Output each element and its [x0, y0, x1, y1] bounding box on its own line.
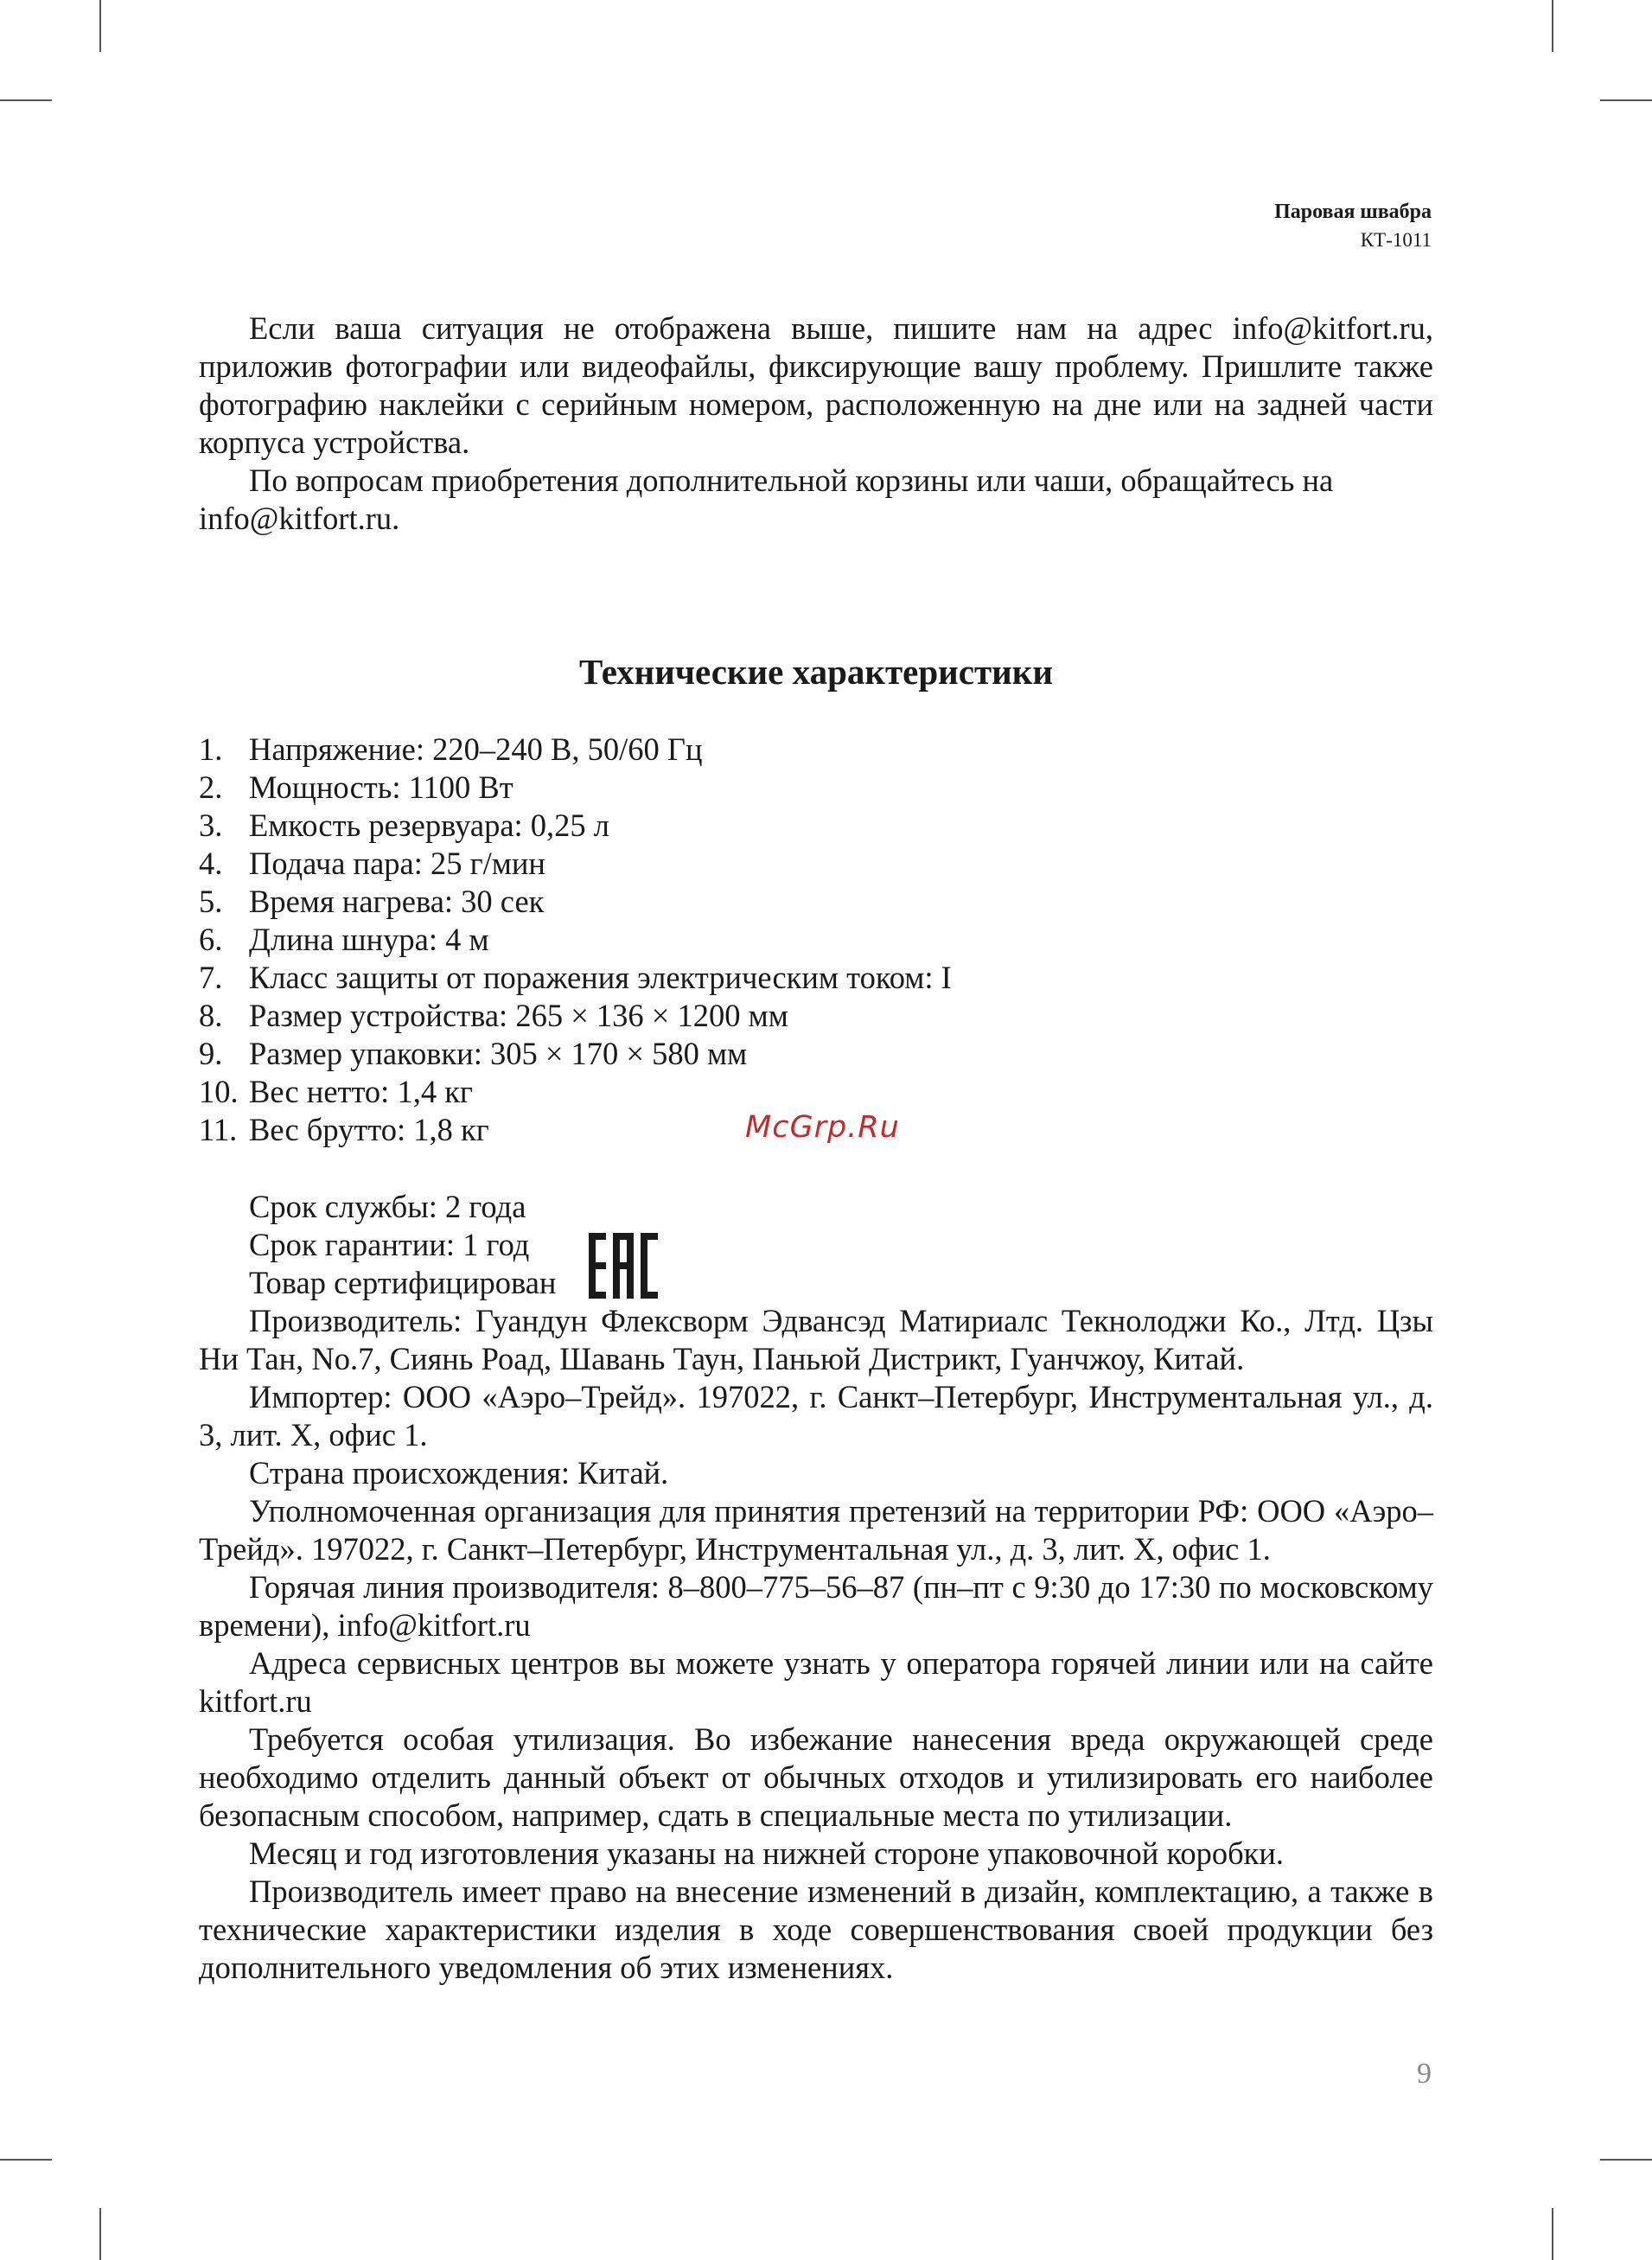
intro-section	[199, 310, 1433, 538]
spec-item	[199, 883, 1433, 921]
spec-number: 1.	[199, 731, 223, 767]
spec-item	[199, 1073, 1433, 1111]
spec-text: Напряжение: 220–240 В, 50/60 Гц	[249, 731, 703, 767]
spec-number: 10.	[199, 1074, 239, 1109]
spec-item	[199, 1035, 1433, 1073]
country-of-origin: Страна происхождения: Китай.	[249, 1455, 669, 1491]
changes-disclaimer: Производитель имеет право на внесение изменений в дизайн, комплектацию, а также в технические характеристики изделия в ходе совершенствования своей продукции без дополнительного уведомления об этих изменениях.	[199, 1874, 1433, 1985]
spec-text: Длина шнура: 4 м	[249, 922, 489, 957]
crop-mark	[99, 2208, 101, 2260]
spec-item	[199, 959, 1433, 997]
crop-mark	[1552, 2208, 1553, 2260]
page-number: 9	[1417, 2058, 1432, 2090]
importer: Импортер: ООО «Аэро–Трейд». 197022, г. Санкт–Петербург, Инструментальная ул., д. 3, лит. Х, офис 1.	[199, 1379, 1433, 1452]
spec-number: 5.	[199, 884, 223, 919]
spec-text: Мощность: 1100 Вт	[249, 769, 513, 805]
spec-item	[199, 997, 1433, 1035]
crop-mark	[0, 2159, 52, 2161]
spec-text: Класс защиты от поражения электрическим током: I	[249, 960, 952, 995]
spec-text: Время нагрева: 30 сек	[249, 884, 545, 919]
spec-number: 8.	[199, 998, 223, 1033]
service-life: Срок службы: 2 года	[249, 1189, 526, 1224]
spec-text: Подача пара: 25 г/мин	[249, 846, 545, 881]
warranty: Срок гарантии: 1 год	[249, 1227, 530, 1262]
specs-list	[199, 731, 1433, 1149]
watermark: McGrp.Ru	[745, 1110, 900, 1145]
certification-line	[199, 1264, 1433, 1302]
details-section	[199, 1188, 1433, 1987]
spec-text: Вес нетто: 1,4 кг	[249, 1074, 473, 1109]
manufacture-date-note: Месяц и год изготовления указаны на нижней стороне упаковочной коробки.	[249, 1835, 1285, 1871]
spec-text: Вес брутто: 1,8 кг	[249, 1112, 489, 1147]
disposal-notice: Требуется особая утилизация. Во избежание нанесения вреда окружающей среде необходимо отделить данный объект от обычных отходов и утилизировать его наиболее безопасным способом, например, сдать в специальные места по утилизации.	[199, 1721, 1433, 1833]
paragraph: По вопросам приобретения дополнительной корзины или чаши, обращайтесь на info@kitfort.ru.	[199, 463, 1334, 536]
eac-mark-icon	[589, 1231, 658, 1300]
spec-item	[199, 921, 1433, 959]
model-code: КТ-1011	[1360, 229, 1432, 251]
spec-number: 6.	[199, 922, 223, 957]
authorized-organization: Уполномоченная организация для принятия претензий на территории РФ: ООО «Аэро–Трейд». 197022, г. Санкт–Петербург, Инструментальная ул., д. 3, лит. Х, офис 1.	[199, 1493, 1433, 1567]
spec-item	[199, 769, 1433, 807]
spec-text: Размер устройства: 265 × 136 × 1200 мм	[249, 998, 788, 1033]
crop-mark	[0, 99, 52, 101]
product-name: Паровая швабра	[1274, 201, 1432, 223]
manufacturer: Производитель: Гуандун Флексворм Эдвансэд Матириалс Текнолоджи Ко., Лтд. Цзы Ни Тан, No.7, Сиянь Роад, Шавань Таун, Паньюй Дистрикт, Гуанчжоу, Китай.	[199, 1303, 1433, 1376]
spec-number: 4.	[199, 846, 223, 881]
spec-number: 11.	[199, 1112, 238, 1147]
paragraph: Если ваша ситуация не отображена выше, пишите нам на адрес info@kitfort.ru, приложив фотографии или видеофайлы, фиксирующие вашу проблему. Пришлите также фотографию наклейки с серийным номером, расположенную на дне или на задней части корпуса устройства.	[199, 310, 1433, 460]
certified-text: Товар сертифицирован	[249, 1265, 557, 1300]
spec-number: 9.	[199, 1036, 223, 1071]
section-title: Технические характеристики	[579, 652, 1053, 692]
spec-text: Размер упаковки: 305 × 170 × 580 мм	[249, 1036, 748, 1071]
crop-mark	[1552, 0, 1553, 52]
spec-number: 3.	[199, 808, 223, 843]
crop-mark	[99, 0, 101, 52]
spec-number: 7.	[199, 960, 223, 995]
crop-mark	[1600, 2159, 1652, 2161]
spec-item	[199, 845, 1433, 883]
crop-mark	[1600, 99, 1652, 101]
spec-item	[199, 807, 1433, 845]
service-centers: Адреса сервисных центров вы можете узнать у оператора горячей линии или на сайте kitfort.ru	[199, 1645, 1433, 1719]
hotline: Горячая линия производителя: 8–800–775–56–87 (пн–пт с 9:30 до 17:30 по московскому времени), info@kitfort.ru	[199, 1569, 1433, 1643]
running-header	[1274, 197, 1432, 254]
spec-item	[199, 731, 1433, 769]
spec-text: Емкость резервуара: 0,25 л	[249, 808, 610, 843]
spec-number: 2.	[199, 769, 223, 805]
